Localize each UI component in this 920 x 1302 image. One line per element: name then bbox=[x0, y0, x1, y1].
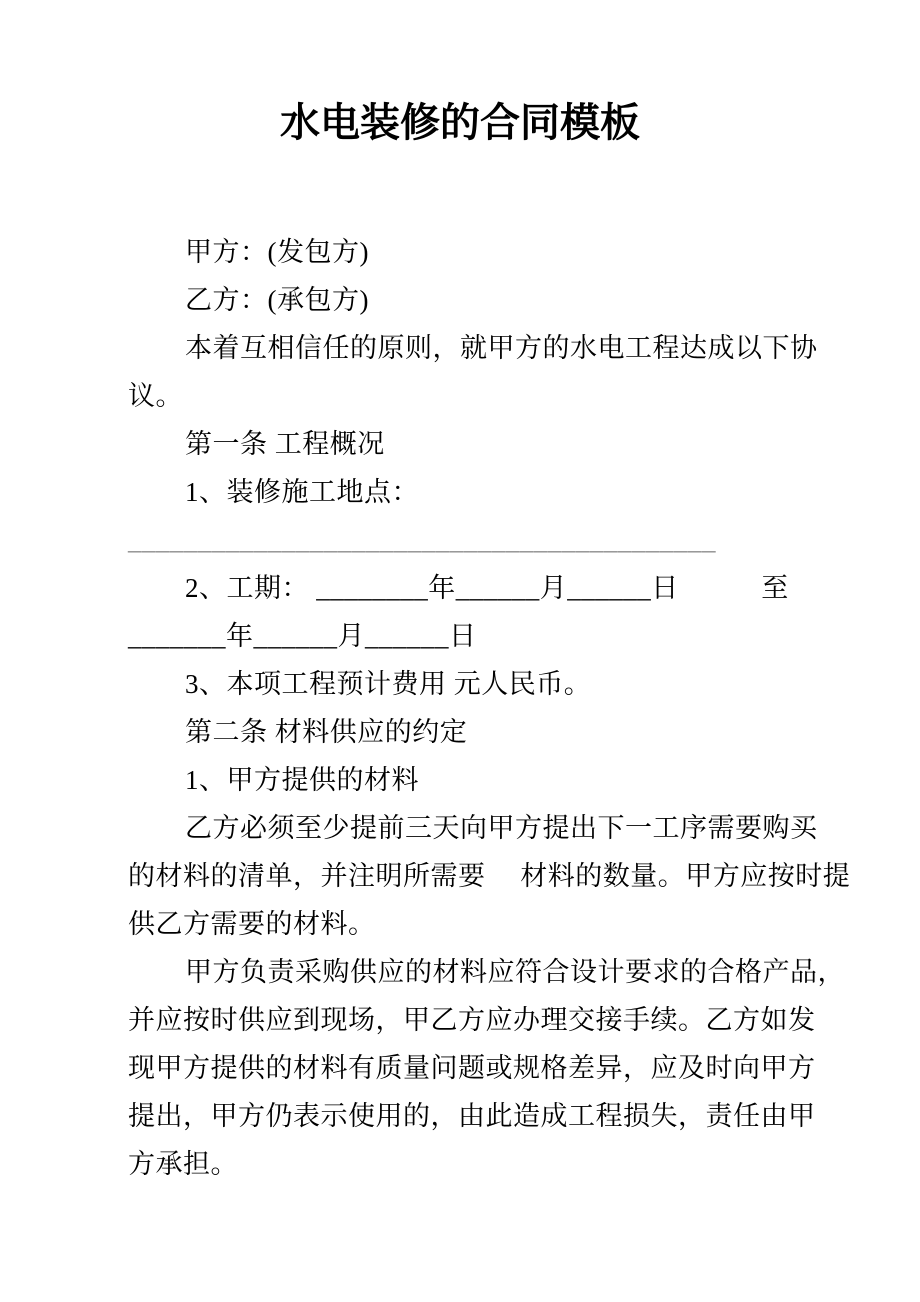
fill-in-blank-line: __________________________________________ bbox=[128, 525, 716, 555]
line-article-2-heading: 第二条 材料供应的约定 bbox=[185, 717, 468, 747]
line-para-materials-2: 的材料的清单，并注明所需要 材料的数量。甲方应按时提 bbox=[128, 861, 851, 891]
line-item-3-cost: 3、本项工程预计费用 元人民币。 bbox=[185, 669, 592, 699]
page-title: 水电装修的合同模板 bbox=[280, 100, 640, 145]
line-item-2-duration-2: _______年______月______日 bbox=[128, 621, 477, 651]
line-party-a: 甲方：(发包方) bbox=[185, 237, 369, 267]
line-para-quality-2: 并应按时供应到现场，甲乙方应办理交接手续。乙方如发 bbox=[128, 1005, 816, 1035]
line-para-materials-3: 供乙方需要的材料。 bbox=[128, 909, 376, 939]
line-article-1-heading: 第一条 工程概况 bbox=[185, 429, 385, 459]
line-preamble-2: 议。 bbox=[128, 381, 183, 411]
line-item-2-duration-1: 2、工期： ________年______月______日 至 bbox=[185, 573, 789, 603]
line-para-materials-1: 乙方必须至少提前三天向甲方提出下一工序需要购买 bbox=[185, 813, 818, 843]
line-party-b: 乙方：(承包方) bbox=[185, 285, 369, 315]
line-item-1-materials: 1、甲方提供的材料 bbox=[185, 765, 419, 795]
line-preamble-1: 本着互相信任的原则，就甲方的水电工程达成以下协 bbox=[185, 333, 818, 363]
line-item-1-location: 1、装修施工地点： bbox=[185, 477, 419, 507]
line-para-quality-3: 现甲方提供的材料有质量问题或规格差异，应及时向甲方 bbox=[128, 1053, 816, 1083]
document-body bbox=[0, 228, 920, 1188]
line-para-quality-1: 甲方负责采购供应的材料应符合设计要求的合格产品， bbox=[185, 957, 845, 987]
line-para-quality-5: 方承担。 bbox=[128, 1149, 238, 1179]
line-para-quality-4: 提出，甲方仍表示使用的，由此造成工程损失，责任由甲 bbox=[128, 1101, 816, 1131]
